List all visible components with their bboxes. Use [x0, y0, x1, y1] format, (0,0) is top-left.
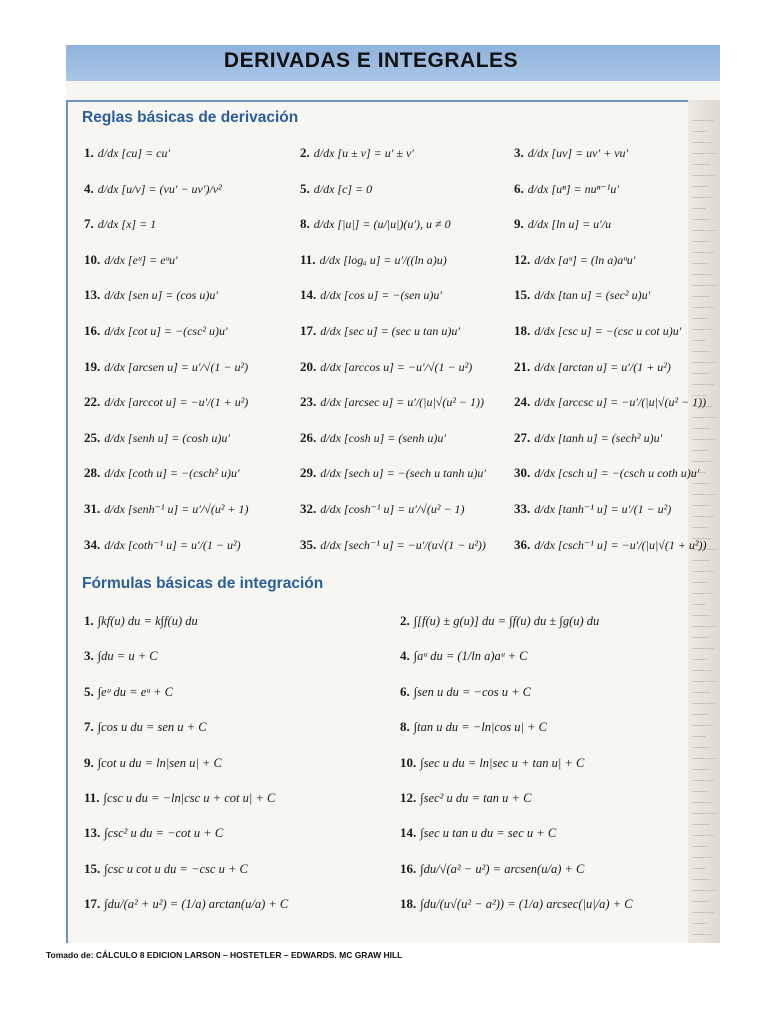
derivative-rule-expression: d/dx [eᵘ] = eᵘu′	[104, 252, 178, 267]
derivative-rule-expression: d/dx [|u|] = (u/|u|)(u′), u ≠ 0	[313, 217, 451, 232]
derivative-rule-expression: d/dx [cosh u] = (senh u)u′	[320, 430, 446, 445]
integral-rule-6	[400, 684, 531, 700]
integral-rule-expression: ∫du/√(a² − u²) = arcsen(u/a) + C	[420, 861, 585, 876]
source-credit: Tomado de: CÁLCULO 8 EDICION LARSON – HOSTETLER – EDWARDS. MC GRAW HILL	[46, 950, 403, 960]
derivatives-heading: Reglas básicas de derivación	[82, 109, 299, 126]
derivative-rule-expression: d/dx [u/v] = (vu′ − uv′)/v²	[97, 181, 222, 196]
derivative-rule-number: 12.	[514, 251, 531, 267]
integral-rule-5	[84, 684, 173, 700]
integral-rule-15	[84, 861, 248, 877]
derivative-rule-11	[300, 252, 447, 268]
integral-rule-number: 11.	[84, 790, 100, 805]
derivative-rule-32	[300, 501, 465, 517]
derivative-rule-expression: d/dx [arcsec u] = u′/(|u|√(u² − 1))	[320, 395, 485, 410]
integral-rule-expression: ∫csc² u du = −cot u + C	[104, 826, 224, 841]
integral-rule-14	[400, 825, 556, 841]
integral-rule-number: 16.	[400, 860, 417, 876]
integral-rule-expression: ∫du = u + C	[97, 649, 158, 664]
derivative-rule-number: 15.	[514, 287, 531, 303]
derivative-rule-expression: d/dx [tan u] = (sec² u)u′	[534, 288, 651, 303]
derivative-rule-number: 33.	[514, 501, 531, 516]
derivative-rule-expression: d/dx [sen u] = (cos u)u′	[104, 288, 218, 303]
derivative-rule-expression: d/dx [c] = 0	[313, 181, 373, 196]
derivative-rule-expression: d/dx [csc u] = −(csc u cot u)u′	[534, 324, 682, 338]
derivative-rule-21	[514, 359, 671, 375]
derivative-rule-expression: d/dx [arcsen u] = u′/√(1 − u²)	[104, 359, 249, 374]
integral-rule-8	[400, 719, 547, 735]
integral-rule-number: 2.	[400, 613, 410, 628]
integral-rule-expression: ∫aᵘ du = (1/ln a)aᵘ + C	[413, 649, 528, 664]
derivative-rule-number: 7.	[84, 216, 94, 232]
integral-rule-number: 4.	[400, 648, 410, 664]
derivative-rule-expression: d/dx [cu] = cu′	[97, 146, 171, 160]
integral-rule-expression: ∫du/(u√(u² − a²)) = (1/a) arcsec(|u|/a) + C	[420, 897, 633, 912]
derivative-rule-10	[84, 252, 178, 268]
derivative-rule-20	[300, 359, 472, 375]
integral-rule-12	[400, 790, 531, 806]
derivative-rule-expression: d/dx [senh u] = (cosh u)u′	[104, 430, 230, 445]
derivative-rule-expression: d/dx [uv] = uv′ + vu′	[527, 146, 629, 160]
integral-rule-expression: ∫sec² u du = tan u + C	[420, 791, 532, 805]
derivative-rule-expression: d/dx [sech⁻¹ u] = −u′/(u√(1 − u²))	[320, 537, 486, 552]
derivative-rule-1	[84, 145, 170, 161]
derivative-rule-number: 27.	[514, 429, 531, 445]
derivative-rule-number: 6.	[514, 180, 524, 196]
integral-rule-number: 7.	[84, 719, 94, 735]
derivative-rule-15	[514, 287, 650, 303]
derivative-rule-8	[300, 216, 451, 232]
derivative-rule-number: 21.	[514, 358, 531, 374]
derivative-rule-expression: d/dx [sec u] = (sec u tan u)u′	[320, 324, 460, 338]
derivative-rule-4	[84, 181, 222, 197]
derivative-rule-number: 2.	[300, 145, 310, 160]
integral-rule-9	[84, 755, 222, 771]
derivative-rule-number: 3.	[514, 145, 524, 160]
integral-rule-expression: ∫sen u du = −cos u + C	[413, 684, 532, 699]
derivative-rule-number: 35.	[300, 536, 317, 552]
derivative-rule-number: 29.	[300, 465, 317, 481]
derivative-rule-expression: d/dx [tanh u] = (sech² u)u′	[534, 430, 663, 445]
derivative-rule-number: 20.	[300, 358, 317, 374]
derivative-rule-number: 30.	[514, 465, 531, 481]
integral-rule-4	[400, 648, 527, 664]
derivative-rule-expression: d/dx [cos u] = −(sen u)u′	[320, 288, 443, 303]
derivative-rule-25	[84, 430, 230, 446]
derivative-rule-34	[84, 537, 241, 553]
derivative-rule-number: 5.	[300, 180, 310, 196]
integral-rule-13	[84, 825, 223, 841]
derivative-rule-expression: d/dx [csch⁻¹ u] = −u′/(|u|√(1 + u²))	[534, 537, 707, 552]
integral-rule-expression: ∫[f(u) ± g(u)] du = ∫f(u) du ± ∫g(u) du	[413, 614, 600, 628]
derivative-rule-27	[514, 430, 662, 446]
derivative-rule-6	[514, 181, 619, 197]
derivative-rule-number: 18.	[514, 323, 531, 338]
integral-rule-expression: ∫kf(u) du = k∫f(u) du	[97, 614, 198, 628]
derivative-rule-16	[84, 323, 228, 339]
integral-rule-18	[400, 896, 633, 912]
integral-rule-number: 9.	[84, 754, 94, 770]
integral-rule-expression: ∫csc u du = −ln|csc u + cot u| + C	[103, 791, 276, 805]
derivative-rule-expression: d/dx [uⁿ] = nuⁿ⁻¹u′	[527, 181, 619, 196]
integral-rule-10	[400, 755, 584, 771]
derivative-rule-7	[84, 216, 156, 232]
derivative-rule-23	[300, 394, 484, 410]
derivative-rule-expression: d/dx [u ± v] = u′ ± v′	[313, 146, 414, 160]
derivative-rule-number: 16.	[84, 323, 101, 338]
integral-rule-number: 13.	[84, 825, 101, 841]
derivative-rule-30	[514, 465, 699, 481]
derivative-rule-36	[514, 537, 707, 553]
integral-rule-number: 17.	[84, 896, 101, 912]
derivative-rule-number: 28.	[84, 465, 101, 481]
integral-rule-expression: ∫du/(a² + u²) = (1/a) arctan(u/a) + C	[104, 897, 289, 912]
derivative-rule-expression: d/dx [sech u] = −(sech u tanh u)u′	[320, 466, 487, 481]
integral-rule-number: 1.	[84, 613, 94, 628]
integral-rule-number: 12.	[400, 790, 417, 805]
integral-rule-17	[84, 896, 288, 912]
derivative-rule-number: 19.	[84, 358, 101, 374]
adjacent-page-edge	[688, 100, 720, 943]
derivative-rule-number: 10.	[84, 251, 101, 267]
integral-rule-number: 6.	[400, 683, 410, 699]
derivative-rule-29	[300, 465, 486, 481]
integral-rule-1	[84, 613, 198, 629]
integral-rule-expression: ∫sec u du = ln|sec u + tan u| + C	[420, 755, 585, 770]
integral-rule-7	[84, 719, 207, 735]
derivative-rule-22	[84, 394, 248, 410]
derivative-rule-expression: d/dx [coth⁻¹ u] = u′/(1 − u²)	[104, 537, 241, 552]
derivative-rule-13	[84, 287, 218, 303]
derivative-rule-expression: d/dx [arccot u] = −u′/(1 + u²)	[104, 395, 249, 410]
derivative-rule-35	[300, 537, 486, 553]
derivative-rule-12	[514, 252, 635, 268]
integral-rule-number: 3.	[84, 648, 94, 664]
integral-rule-expression: ∫sec u tan u du = sec u + C	[420, 826, 557, 841]
integral-rule-number: 10.	[400, 754, 417, 770]
derivative-rule-number: 25.	[84, 429, 101, 445]
derivative-rule-expression: d/dx [tanh⁻¹ u] = u′/(1 − u²)	[534, 502, 672, 516]
integral-rule-expression: ∫csc u cot u du = −csc u + C	[104, 861, 248, 876]
derivative-rule-17	[300, 323, 460, 339]
derivative-rule-expression: d/dx [arctan u] = u′/(1 + u²)	[534, 359, 671, 374]
derivative-rule-number: 34.	[84, 536, 101, 552]
integral-rule-expression: ∫cos u du = sen u + C	[97, 720, 207, 735]
derivative-rule-expression: d/dx [logₐ u] = u′/((ln a)u)	[319, 252, 447, 267]
integral-rule-number: 15.	[84, 860, 101, 876]
derivative-rule-number: 32.	[300, 501, 317, 516]
derivative-rule-24	[514, 394, 706, 410]
derivative-rule-number: 14.	[300, 287, 317, 303]
integrals-heading: Fórmulas básicas de integración	[82, 575, 324, 592]
derivative-rule-expression: d/dx [coth u] = −(csch² u)u′	[104, 466, 240, 481]
derivative-rule-3	[514, 145, 628, 161]
integral-rule-16	[400, 861, 584, 877]
page-title: DERIVADAS E INTEGRALES	[223, 49, 519, 72]
derivative-rule-expression: d/dx [csch u] = −(csch u coth u)u′	[534, 466, 700, 481]
integral-rule-expression: ∫eᵘ du = eᵘ + C	[97, 684, 173, 699]
derivative-rule-expression: d/dx [ln u] = u′/u	[527, 217, 612, 232]
derivative-rule-2	[300, 145, 414, 161]
derivative-rule-number: 11.	[300, 251, 316, 267]
integral-rule-number: 8.	[400, 719, 410, 735]
derivative-rule-18	[514, 323, 681, 339]
derivative-rule-number: 1.	[84, 145, 94, 160]
derivative-rule-9	[514, 216, 611, 232]
derivative-rule-33	[514, 501, 671, 517]
integral-rule-number: 5.	[84, 683, 94, 699]
derivative-rule-expression: d/dx [aᵘ] = (ln a)aᵘu′	[534, 252, 636, 267]
derivative-rule-31	[84, 501, 249, 517]
derivative-rule-number: 8.	[300, 216, 310, 232]
derivative-rule-28	[84, 465, 240, 481]
derivative-rule-number: 17.	[300, 323, 317, 338]
derivative-rule-number: 9.	[514, 216, 524, 232]
page-sheet	[66, 45, 720, 943]
integral-rule-number: 14.	[400, 825, 417, 841]
derivative-rule-number: 26.	[300, 429, 317, 445]
derivative-rule-19	[84, 359, 248, 375]
derivative-rule-number: 22.	[84, 394, 101, 410]
integral-rule-3	[84, 648, 158, 664]
derivative-rule-5	[300, 181, 372, 197]
derivative-rule-number: 24.	[514, 394, 531, 410]
integral-rule-expression: ∫cot u du = ln|sen u| + C	[97, 755, 222, 770]
derivative-rule-number: 13.	[84, 287, 101, 303]
derivative-rule-number: 36.	[514, 536, 531, 552]
derivative-rule-expression: d/dx [cosh⁻¹ u] = u′/√(u² − 1)	[320, 502, 465, 516]
derivative-rule-expression: d/dx [arccsc u] = −u′/(|u|√(u² − 1))	[534, 395, 707, 410]
integral-rule-expression: ∫tan u du = −ln|cos u| + C	[413, 720, 547, 735]
derivative-rule-expression: d/dx [cot u] = −(csc² u)u′	[104, 324, 228, 338]
derivative-rule-14	[300, 287, 442, 303]
derivative-rule-expression: d/dx [senh⁻¹ u] = u′/√(u² + 1)	[104, 502, 249, 516]
integral-rule-number: 18.	[400, 896, 417, 912]
title-band	[66, 45, 720, 81]
derivative-rule-26	[300, 430, 446, 446]
integral-rule-2	[400, 613, 599, 629]
derivative-rule-number: 4.	[84, 180, 94, 196]
integral-rule-11	[84, 790, 275, 806]
derivative-rule-expression: d/dx [arccos u] = −u′/√(1 − u²)	[320, 359, 473, 374]
derivative-rule-expression: d/dx [x] = 1	[97, 217, 157, 232]
derivative-rule-number: 23.	[300, 394, 317, 410]
derivative-rule-number: 31.	[84, 501, 101, 516]
